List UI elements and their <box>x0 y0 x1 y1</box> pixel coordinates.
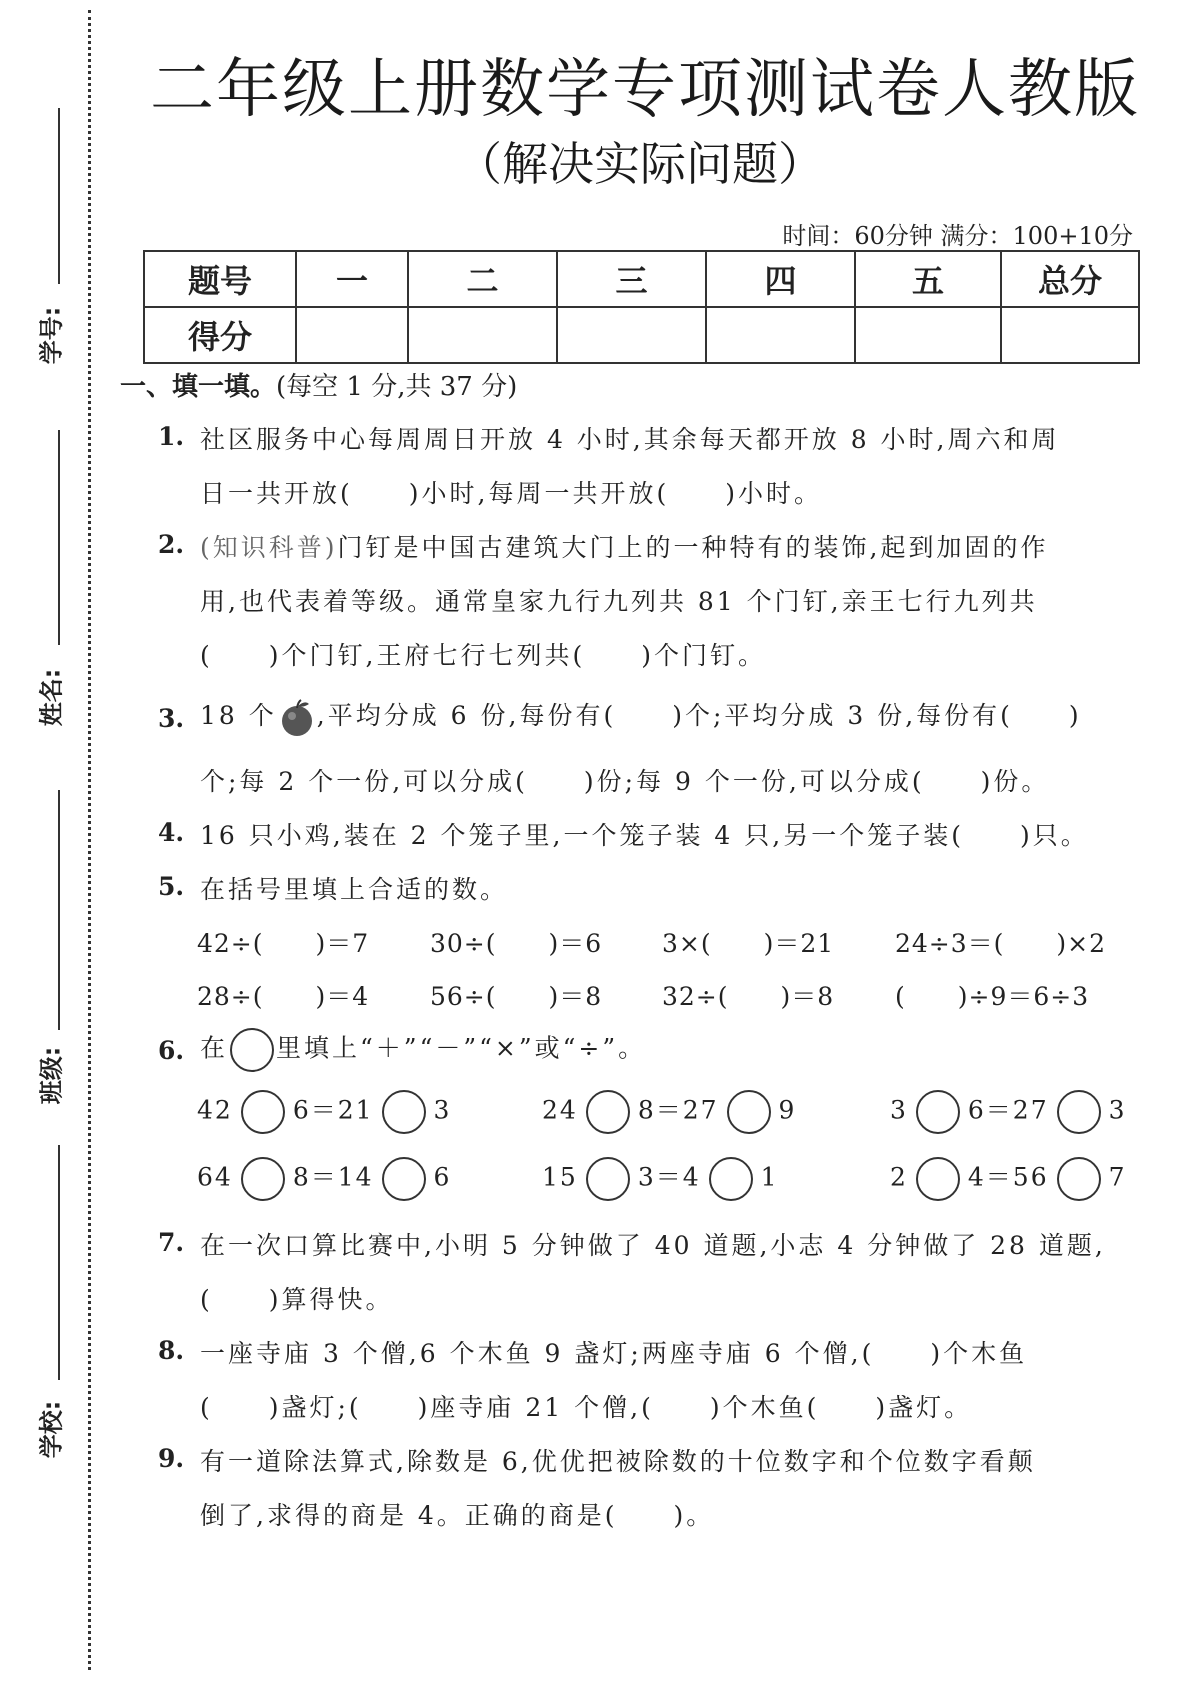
eq-operand: 6 <box>433 1162 452 1192</box>
score-cell[interactable] <box>706 307 855 363</box>
question-number: 4. <box>158 818 185 847</box>
question-line: ( )个门钉,王府七行七列共( )个门钉。 <box>200 641 766 670</box>
score-cell[interactable] <box>855 307 1001 363</box>
question-line: ( )盏灯;( )座寺庙 21 个僧,( )个木鱼( )盏灯。 <box>200 1393 973 1422</box>
question-line: 用,也代表着等级。通常皇家九行九列共 81 个门钉,亲王七行九列共 <box>200 587 1038 616</box>
knowledge-tag: (知识科普) <box>200 533 338 562</box>
operator-circle[interactable] <box>586 1157 630 1201</box>
fill-blank-equation: 3×( )＝21 <box>662 929 835 958</box>
eq-operand: 24 <box>542 1095 578 1125</box>
eq-operand: 2 <box>890 1162 908 1192</box>
score-table-score-row <box>144 307 1139 363</box>
name-underline[interactable] <box>58 430 60 645</box>
name-label: 姓名: <box>37 668 66 727</box>
question-line: 社区服务中心每周周日开放 4 小时,其余每天都开放 8 小时,周六和周 <box>200 425 1060 454</box>
score-cell[interactable] <box>408 307 557 363</box>
operator-equation <box>197 1090 451 1134</box>
apple-icon <box>277 698 317 738</box>
header-cell-1: 一 <box>296 251 408 307</box>
operator-circle[interactable] <box>586 1090 630 1134</box>
question-line: 日一共开放( )小时,每周一共开放( )小时。 <box>200 479 822 508</box>
class-label: 班级: <box>37 1046 66 1105</box>
eq-operand: 1 <box>760 1162 779 1192</box>
binding-dotted-line <box>88 10 91 1670</box>
question-line: 倒了,求得的商是 4。正确的商是( )。 <box>200 1501 715 1530</box>
fill-blank-equation: 24÷3＝( )×2 <box>895 929 1107 958</box>
fill-blank-equation: ( )÷9＝6÷3 <box>895 982 1090 1011</box>
operator-equation <box>542 1157 779 1201</box>
eq-operand: 6＝21 <box>292 1095 374 1125</box>
question-text: ,平均分成 6 份,每份有( )个;平均分成 3 份,每份有( ) <box>316 701 1082 730</box>
eq-operand: 8＝27 <box>637 1095 719 1125</box>
header-cell-2: 二 <box>408 251 557 307</box>
fill-blank-equation: 28÷( )＝4 <box>197 982 370 1011</box>
question-text: 里填上“＋”“－”“×”或“÷”。 <box>276 1033 647 1063</box>
operator-equation <box>890 1157 1127 1201</box>
header-cell-3: 三 <box>557 251 706 307</box>
question-line: 16 只小鸡,装在 2 个笼子里,一个笼子装 4 只,另一个笼子装( )只。 <box>200 821 1089 850</box>
page-title: 二年级上册数学专项测试卷人教版 <box>150 53 1140 127</box>
section-heading <box>120 366 517 403</box>
question-line <box>200 696 1082 738</box>
section-title: 一、填一填。 <box>120 372 277 402</box>
time-and-score-info: 时间：60分钟 满分：100+10分 <box>782 222 1133 250</box>
fill-blank-equation: 42÷( )＝7 <box>197 929 370 958</box>
question-number: 9. <box>158 1444 185 1473</box>
question-text: 18 个 <box>200 701 277 730</box>
student-no-underline[interactable] <box>58 108 60 284</box>
question-line: 一座寺庙 3 个僧,6 个木鱼 9 盏灯;两座寺庙 6 个僧,( )个木鱼 <box>200 1339 1028 1368</box>
question-number: 2. <box>158 530 185 559</box>
section-note: (每空 1 分,共 37 分) <box>276 372 518 402</box>
question-number: 5. <box>158 872 185 901</box>
eq-operand: 64 <box>197 1162 233 1192</box>
score-row-label: 得分 <box>144 307 296 363</box>
header-cell-question-no: 题号 <box>144 251 296 307</box>
question-line: 个;每 2 个一份,可以分成( )份;每 9 个一份,可以分成( )份。 <box>200 767 1050 796</box>
operator-circle[interactable] <box>916 1090 960 1134</box>
eq-operand: 3 <box>1108 1095 1127 1125</box>
operator-circle[interactable] <box>916 1157 960 1201</box>
page-subtitle: （解决实际问题） <box>456 137 824 191</box>
question-number: 3. <box>158 704 185 733</box>
eq-operand: 42 <box>197 1095 233 1125</box>
eq-operand: 3 <box>890 1095 908 1125</box>
eq-operand: 6＝27 <box>967 1095 1049 1125</box>
eq-operand: 8＝14 <box>292 1162 374 1192</box>
score-cell[interactable] <box>557 307 706 363</box>
operator-circle[interactable] <box>709 1157 753 1201</box>
student-no-label: 学号: <box>37 306 66 365</box>
school-underline[interactable] <box>58 1145 60 1380</box>
question-text: 门钉是中国古建筑大门上的一种特有的装饰,起到加固的作 <box>337 533 1049 562</box>
fill-blank-equation: 30÷( )＝6 <box>430 929 603 958</box>
score-table <box>143 250 1140 364</box>
operator-equation <box>542 1090 796 1134</box>
question-line <box>200 1028 646 1072</box>
question-number: 8. <box>158 1336 185 1365</box>
eq-operand: 3＝4 <box>637 1162 701 1192</box>
eq-operand: 9 <box>778 1095 797 1125</box>
header-cell-5: 五 <box>855 251 1001 307</box>
question-line: ( )算得快。 <box>200 1285 394 1314</box>
question-number: 7. <box>158 1228 185 1257</box>
operator-equation <box>197 1157 451 1201</box>
class-underline[interactable] <box>58 790 60 1030</box>
question-line: 有一道除法算式,除数是 6,优优把被除数的十位数字和个位数字看颠 <box>200 1447 1036 1476</box>
operator-circle[interactable] <box>241 1157 285 1201</box>
question-line <box>200 528 1048 564</box>
question-text: 在 <box>200 1033 229 1063</box>
question-line: 在一次口算比赛中,小明 5 分钟做了 40 道题,小志 4 分钟做了 28 道题, <box>200 1231 1106 1260</box>
score-cell[interactable] <box>296 307 408 363</box>
eq-operand: 3 <box>433 1095 452 1125</box>
fill-blank-equation: 56÷( )＝8 <box>430 982 603 1011</box>
eq-operand: 4＝56 <box>967 1162 1049 1192</box>
question-line: 在括号里填上合适的数。 <box>200 875 509 904</box>
operator-circle[interactable] <box>727 1090 771 1134</box>
score-table-header-row <box>144 251 1139 307</box>
eq-operand: 15 <box>542 1162 578 1192</box>
operator-circle[interactable] <box>382 1157 426 1201</box>
score-cell[interactable] <box>1001 307 1139 363</box>
question-number: 1. <box>158 422 185 451</box>
operator-circle-icon <box>230 1028 274 1072</box>
operator-circle[interactable] <box>1057 1157 1101 1201</box>
fill-blank-equation: 32÷( )＝8 <box>662 982 835 1011</box>
header-cell-4: 四 <box>706 251 855 307</box>
question-number: 6. <box>158 1036 185 1065</box>
operator-circle[interactable] <box>382 1090 426 1134</box>
header-cell-total: 总分 <box>1001 251 1139 307</box>
eq-operand: 7 <box>1108 1162 1127 1192</box>
operator-circle[interactable] <box>241 1090 285 1134</box>
school-label: 学校: <box>37 1400 66 1459</box>
operator-circle[interactable] <box>1057 1090 1101 1134</box>
operator-equation <box>890 1090 1127 1134</box>
